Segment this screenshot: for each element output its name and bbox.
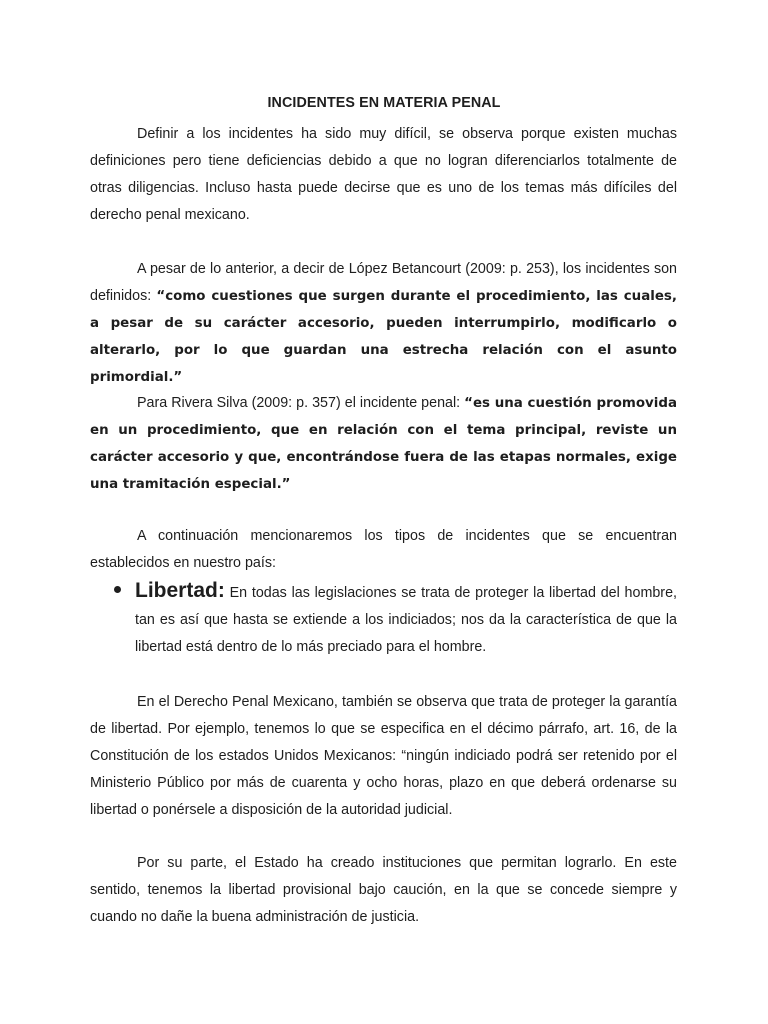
bullet-description: En todas las legislaciones se trata de proteger la libertad del hombre, tan es así que hasta se extiende a los indiciados; nos da la característica de que la libertad está dentro de lo más preciado para el hombre. xyxy=(135,585,677,655)
document-title: INCIDENTES EN MATERIA PENAL xyxy=(267,95,501,111)
paragraph-intro-text: A pesar de lo anterior, a decir de López Betancourt (2009: p. 253), los incidentes son definidos: xyxy=(90,261,677,304)
bullet-text xyxy=(135,580,677,661)
paragraph-derecho-penal-mexicano: En el Derecho Penal Mexicano, también se observa que trata de proteger la garantía de libertad. Por ejemplo, tenemos lo que se especifica en el décimo párrafo, art. 16, de la Constitución de los estados Unidos Mexicanos: “ningún indiciado podrá ser retenido por el Ministerio Público por más de cuarenta y ocho horas, plazo en que deberá ordenarse su libertad o ponérsele a disposición de la autoridad judicial. xyxy=(90,694,677,818)
paragraph-intro-text: Para Rivera Silva (2009: p. 357) el incidente penal: xyxy=(137,395,465,411)
paragraph-definition-difficulty: Definir a los incidentes ha sido muy difícil, se observa porque existen muchas definiciones pero tiene deficiencias debido a que no logran diferenciarlos totalmente de otras diligencias. Incluso hasta puede decirse que es uno de los temas más difíciles del derecho penal mexicano. xyxy=(90,126,677,223)
bullet-point-icon xyxy=(114,586,121,593)
quote-rivera-silva: “es una cuestión promovida en un procedimiento, que en relación con el tema principal, reviste un carácter accesorio y que, encontrándose fuera de las etapas normales, exige una tramitación especial.” xyxy=(90,396,677,492)
paragraph-rivera-silva xyxy=(90,390,677,498)
paragraph-lopez-betancourt xyxy=(90,256,677,391)
bullet-item-libertad xyxy=(90,580,677,662)
paragraph-types-intro: A continuación mencionaremos los tipos de incidentes que se encuentran establecidos en nuestro país: xyxy=(90,528,677,571)
quote-lopez-betancourt: “como cuestiones que surgen durante el procedimiento, las cuales, a pesar de su carácter accesorio, pueden interrumpirlo, modificarlo o alterarlo, por lo que guardan una estrecha relación con el asunto primordial.” xyxy=(90,289,677,385)
bullet-term-libertad: Libertad: xyxy=(135,579,225,602)
paragraph-estado-instituciones: Por su parte, el Estado ha creado instituciones que permitan lograrlo. En este sentido, tenemos la libertad provisional bajo caución, en la que se concede siempre y cuando no dañe la buena administración de justicia. xyxy=(90,855,677,925)
